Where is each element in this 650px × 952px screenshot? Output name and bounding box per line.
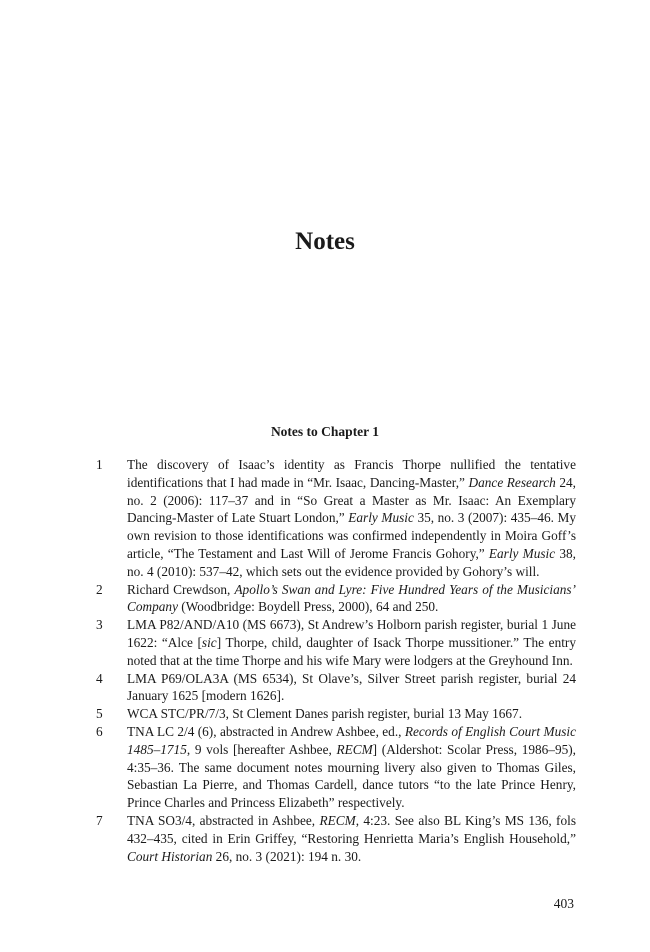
note-text-italic-run: RECM <box>336 741 373 757</box>
note-text-run: The discovery of Isaac’s identity as Francis Thorpe nullified the tentative identifications that I had made in “Mr. Isaac, Dancing-Master,” <box>127 457 576 490</box>
notes-list <box>96 456 576 865</box>
note-text-run: , 4:23. See also BL King’s MS 136, fols 432–435, cited in Erin Griffey, “Restoring Henrietta Maria’s English Household,” <box>127 812 576 846</box>
note-item <box>96 723 576 812</box>
note-item <box>96 456 576 581</box>
note-text-run: 35, no. 3 (2007): 435–46. My own revision to those identifications was confirmed independently in Moira Goff’s article, “The Testament and Last Will of Jerome Francis Gohory,” <box>127 510 576 561</box>
note-text-run: Richard Crewdson, <box>127 581 235 597</box>
note-text-run: WCA STC/PR/7/3, St Clement Danes parish register, burial 13 May 1667. <box>127 706 523 722</box>
note-text-run: 26, no. 3 (2021): 194 n. 30. <box>212 848 362 864</box>
note-text <box>127 581 576 617</box>
note-text-italic-run: Dance Research <box>468 474 556 490</box>
note-text-run: LMA P69/OLA3A (MS 6534), St Olave’s, Silver Street parish register, burial 24 January 1625 [modern 1626]. <box>127 670 576 704</box>
note-text-run: LMA P82/AND/A10 (MS 6673), St Andrew’s Holborn parish register, burial 1 June 1622: “Alce [ <box>127 617 576 650</box>
note-text-run: ] (Aldershot: Scolar Press, 1986–95), 4:35–36. The same document notes mourning livery also given to Thomas Giles, Sebastian La Pierre, and Thomas Cardell, dance tutors “to the late Prince Henry, Prince Charles and Princess Elizabeth” respectively. <box>127 741 577 811</box>
note-text-italic-run: sic <box>201 634 217 650</box>
note-text <box>127 723 576 812</box>
note-text-italic-run: Records of English Court Music 1485–1715 <box>127 723 576 757</box>
note-text <box>127 812 576 865</box>
note-text-italic-run: Apollo’s Swan and Lyre: Five Hundred Years of the Musicians’ Company <box>127 581 576 615</box>
note-number: 5 <box>96 706 103 722</box>
note-number: 6 <box>96 723 103 739</box>
note-number: 1 <box>96 457 103 472</box>
note-number: 3 <box>96 617 103 633</box>
note-text-run: (Woodbridge: Boydell Press, 2000), 64 and 250. <box>177 599 439 615</box>
note-text-italic-run: RECM <box>319 812 356 828</box>
note-number: 7 <box>96 812 103 828</box>
note-text-run: TNA LC 2/4 (6), abstracted in Andrew Ashbee, ed., <box>127 723 405 739</box>
chapter-heading: Notes to Chapter 1 <box>270 424 380 439</box>
note-text <box>127 616 576 669</box>
note-text-run: , 9 vols [hereafter Ashbee, <box>186 741 337 757</box>
note-text <box>127 456 576 581</box>
note-text-italic-run: Early Music <box>488 545 556 561</box>
note-item <box>96 616 576 669</box>
note-text-run: 24, no. 2 (2006): 117–37 and in “So Great a Master as Mr. Isaac: An Exemplary Dancing-Master of Late Stuart London,” <box>127 474 577 526</box>
note-number: 4 <box>96 670 103 686</box>
note-item <box>96 705 576 723</box>
note-text-italic-run: Early Music <box>348 510 414 526</box>
note-text <box>127 670 576 706</box>
note-text-run: 38, no. 4 (2010): 537–42, which sets out the evidence provided by Gohory’s will. <box>127 545 576 579</box>
page-title: Notes <box>295 228 355 255</box>
page-number: 403 <box>553 896 574 911</box>
note-item <box>96 581 576 617</box>
note-number: 2 <box>96 581 103 597</box>
note-item <box>96 670 576 706</box>
note-text <box>127 705 576 723</box>
note-item <box>96 812 576 865</box>
note-text-run: ] Thorpe, child, daughter of Isack Thorpe mussitioner.” The entry noted that at the time Thorpe and his wife Mary were lodgers at the Greyhound Inn. <box>127 634 576 668</box>
note-text-run: TNA SO3/4, abstracted in Ashbee, <box>127 812 320 828</box>
note-text-italic-run: Court Historian <box>127 848 213 864</box>
